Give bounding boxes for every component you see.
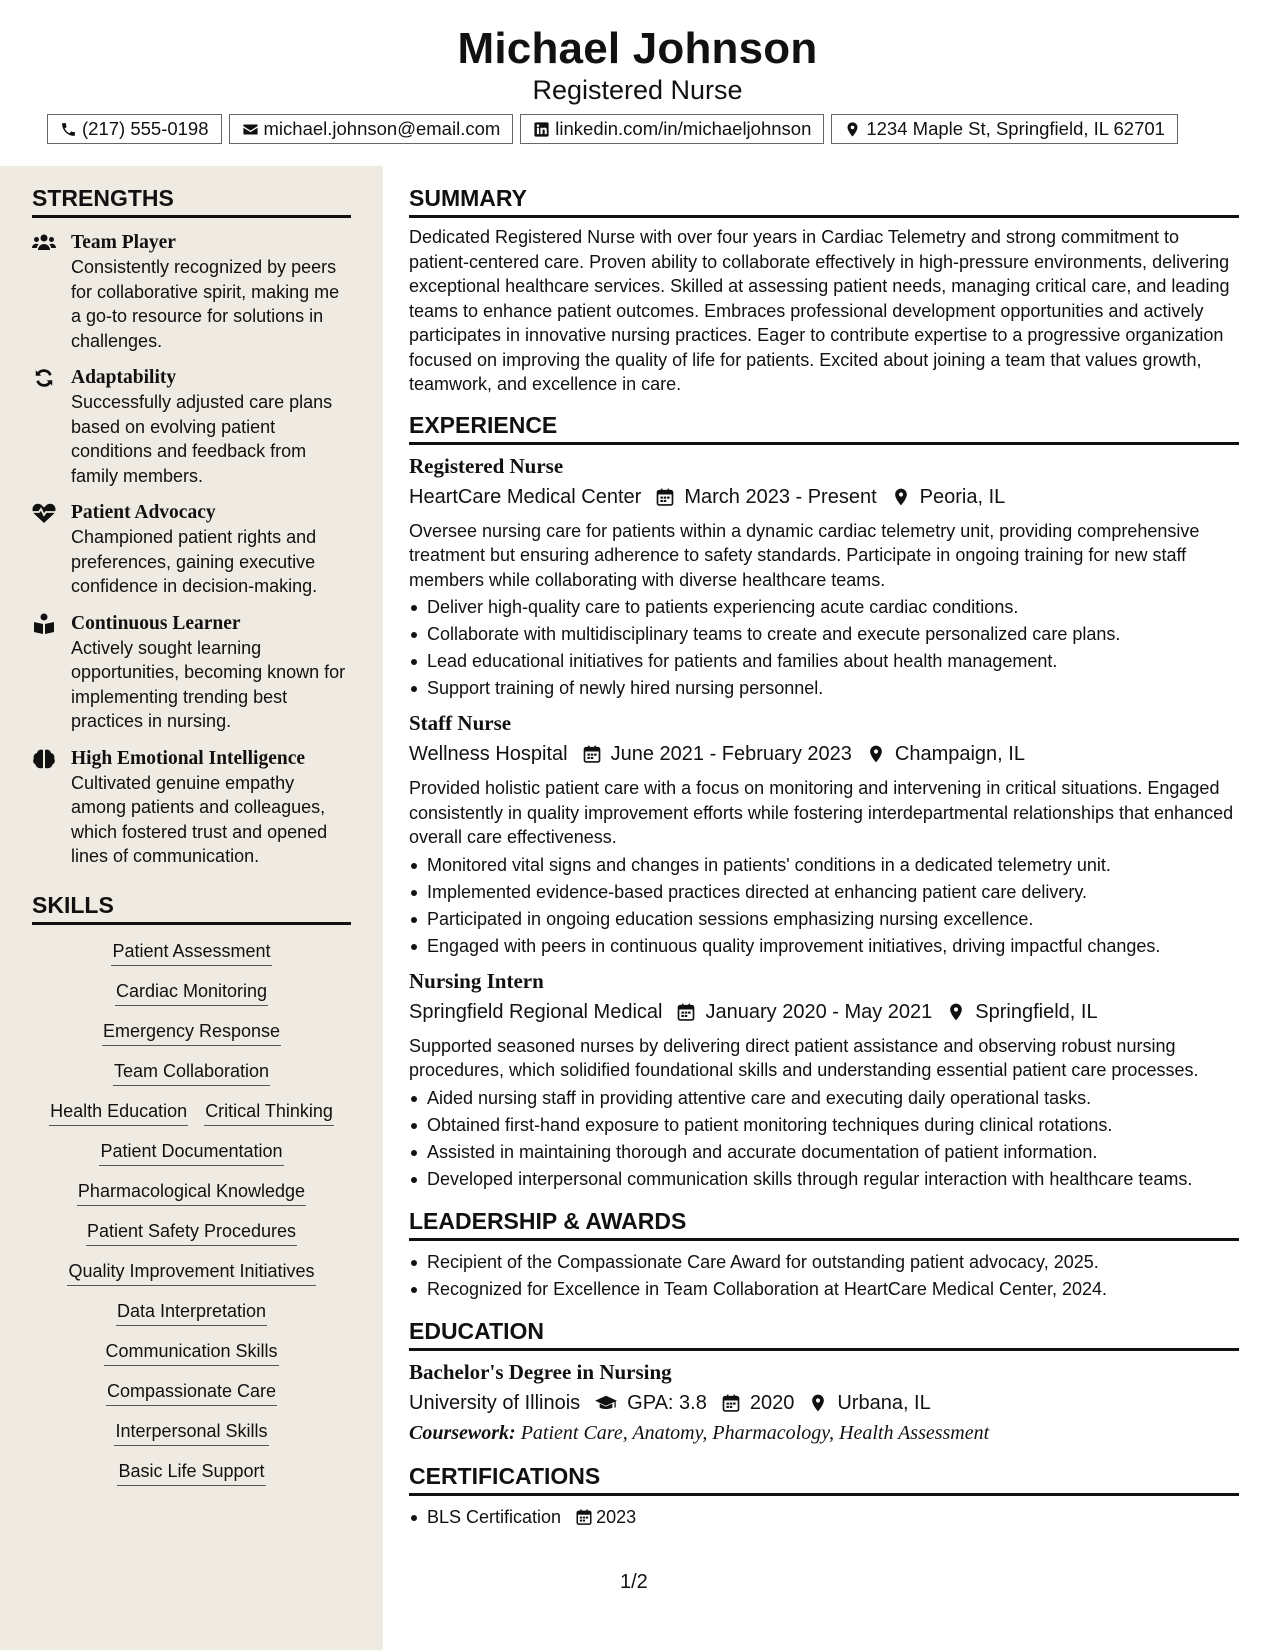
location-pin-icon [866, 744, 886, 764]
job-location-group [891, 482, 1006, 512]
degree-title: Bachelor's Degree in Nursing [409, 1359, 672, 1384]
job-dates-group [582, 739, 852, 769]
calendar-icon [721, 1393, 741, 1413]
calendar-icon [655, 487, 675, 507]
strength-desc: Actively sought learning opportunities, becoming known for implementing trending best practices in nursing. [71, 637, 346, 731]
contact-address [831, 114, 1178, 144]
list-item: Lead educational initiatives for patients and families about health management. [409, 648, 1239, 675]
gpa-value: GPA: 3.8 [627, 1391, 707, 1414]
cert-name: BLS Certification [427, 1506, 562, 1527]
cert-year: 2023 [596, 1506, 637, 1527]
skill-tag: Patient Assessment [111, 939, 271, 966]
strength-desc: Cultivated genuine empathy among patients and colleagues, which fostered trust and opened lines of communication. [71, 772, 328, 866]
calendar-icon [582, 744, 602, 764]
list-item: Recognized for Excellence in Team Collaboration at HeartCare Medical Center, 2024. [409, 1276, 1239, 1303]
job-company: Springfield Regional Medical [409, 1000, 663, 1023]
sidebar [0, 166, 383, 1650]
school-location-group [808, 1388, 930, 1418]
skill-tag: Team Collaboration [113, 1059, 270, 1086]
job-entry [409, 453, 1239, 703]
contact-linkedin-text: linkedin.com/in/michaeljohnson [555, 118, 812, 139]
job-bullets [409, 852, 1239, 960]
list-item: Participated in ongoing education sessions emphasizing nursing excellence. [409, 906, 1239, 933]
phone-icon [60, 121, 77, 138]
skill-tag: Compassionate Care [106, 1379, 277, 1406]
summary-section [409, 184, 1239, 397]
list-item: Support training of newly hired nursing personnel. [409, 675, 1239, 702]
strength-title: Adaptability [71, 367, 177, 388]
job-location: Champaign, IL [894, 743, 1025, 765]
list-item: Collaborate with multidisciplinary teams to create and execute personalized care plans. [409, 621, 1239, 648]
skills-list [32, 939, 351, 1486]
experience-section [409, 411, 1239, 1193]
brain-icon [32, 748, 56, 770]
list-item: Obtained first-hand exposure to patient monitoring techniques during clinical rotations. [409, 1112, 1239, 1139]
strength-desc: Championed patient rights and preferences, gaining executive confidence in decision-making. [71, 527, 318, 596]
job-location: Peoria, IL [919, 485, 1006, 508]
location-pin-icon [844, 121, 861, 138]
list-item: Recipient of the Compassionate Care Award for outstanding patient advocacy, 2025. [409, 1249, 1239, 1276]
certifications-list [409, 1504, 1239, 1531]
grad-year: 2020 [749, 1391, 795, 1414]
refresh-icon [32, 367, 56, 389]
strength-title: Continuous Learner [71, 612, 241, 634]
contact-bar [47, 114, 1178, 144]
heart-pulse-icon [32, 502, 56, 524]
experience-heading: EXPERIENCE [409, 411, 1239, 445]
list-item [409, 1504, 1239, 1531]
certifications-section [409, 1462, 1239, 1531]
strength-item [32, 230, 351, 353]
job-meta [409, 739, 1239, 769]
contact-linkedin[interactable] [520, 114, 824, 144]
leadership-section [409, 1207, 1239, 1303]
job-location: Springfield, IL [975, 1000, 1098, 1023]
coursework-list: Patient Care, Anatomy, Pharmacology, Health Assessment [520, 1421, 990, 1444]
skill-tag: Data Interpretation [116, 1299, 267, 1326]
job-entry [409, 710, 1239, 960]
strength-item [32, 365, 351, 488]
resume-header [0, 0, 1275, 166]
skill-tag: Interpersonal Skills [114, 1419, 268, 1446]
job-bullets [409, 594, 1239, 702]
job-title: Registered Nurse [409, 453, 564, 478]
contact-address-text: 1234 Maple St, Springfield, IL 62701 [866, 118, 1165, 139]
location-pin-icon [891, 487, 911, 507]
education-section [409, 1317, 1239, 1448]
calendar-icon [676, 1002, 696, 1022]
email-icon [242, 121, 259, 138]
strength-title: Team Player [71, 232, 176, 253]
strength-item [32, 746, 351, 869]
strength-desc: Consistently recognized by peers for collaborative spirit, making me a go-to resource for solutions in challenges. [71, 257, 340, 351]
coursework [409, 1418, 1239, 1448]
job-title: Nursing Intern [409, 968, 544, 993]
contact-email-text: michael.johnson@email.com [263, 118, 501, 139]
strength-item [32, 611, 351, 734]
certifications-heading: CERTIFICATIONS [409, 1462, 1239, 1496]
job-entry [409, 968, 1239, 1193]
list-item: Engaged with peers in continuous quality improvement initiatives, driving impactful changes. [409, 933, 1239, 960]
skill-tag: Patient Safety Procedures [86, 1219, 297, 1246]
contact-email[interactable] [229, 114, 514, 144]
skill-tag: Quality Improvement Initiatives [67, 1259, 315, 1286]
education-meta [409, 1388, 1239, 1418]
job-title: Staff Nurse [409, 711, 512, 735]
summary-text: Dedicated Registered Nurse with over four years in Cardiac Telemetry and strong commitment to patient-centered care. Proven ability to collaborate effectively in high-pressure environments, delivering exceptional healthcare services. Skilled at assessing patient needs, managing critical care, and leading teams to enhance patient outcomes. Embraces professional development opportunities and actively participates in innovative nursing practices. Eager to contribute expertise to a progressive organization focused on improving the quality of life for patients. Excited about joining a team that values growth, teamwork, and excellence in care. [409, 227, 1230, 394]
job-dates: June 2021 - February 2023 [610, 743, 852, 765]
coursework-label: Coursework: [409, 1421, 516, 1444]
leadership-heading: LEADERSHIP & AWARDS [409, 1207, 1239, 1241]
list-item: Deliver high-quality care to patients experiencing acute cardiac conditions. [409, 594, 1239, 621]
skill-tag: Health Education [49, 1099, 188, 1126]
skill-tag: Communication Skills [104, 1339, 278, 1366]
skill-tag: Pharmacological Knowledge [77, 1179, 306, 1206]
strength-title: Patient Advocacy [71, 502, 216, 523]
job-meta [409, 997, 1239, 1027]
education-heading: EDUCATION [409, 1317, 1239, 1351]
calendar-icon [575, 1508, 593, 1526]
strengths-heading: STRENGTHS [32, 184, 351, 218]
skills-heading: SKILLS [32, 891, 351, 925]
leadership-list [409, 1249, 1239, 1303]
strength-item [32, 500, 351, 599]
candidate-role: Registered Nurse [532, 75, 743, 105]
job-desc: Oversee nursing care for patients within a dynamic cardiac telemetry unit, providing comprehensive treatment but ensuring adherence to safety standards. Participate in ongoing training for new staff members while collaborating with diverse healthcare teams. [409, 520, 1200, 590]
list-item: Developed interpersonal communication skills through regular interaction with healthcare teams. [409, 1166, 1239, 1193]
location-pin-icon [946, 1002, 966, 1022]
skill-tag: Emergency Response [102, 1019, 281, 1046]
cert-row [427, 1504, 1239, 1531]
strength-title: High Emotional Intelligence [71, 747, 305, 769]
graduation-cap-icon [594, 1393, 618, 1413]
contact-phone[interactable] [47, 114, 222, 144]
job-company: HeartCare Medical Center [409, 485, 642, 508]
book-reader-icon [32, 613, 56, 635]
location-pin-icon [808, 1393, 828, 1413]
candidate-name: Michael Johnson [457, 24, 818, 73]
job-company: Wellness Hospital [409, 743, 568, 765]
skill-tag: Basic Life Support [117, 1459, 265, 1486]
job-dates-group [676, 997, 932, 1027]
strength-desc: Successfully adjusted care plans based on evolving patient conditions and feedback from family members. [71, 392, 333, 486]
linkedin-icon [533, 121, 550, 138]
grad-year-group [721, 1388, 795, 1418]
job-meta [409, 482, 1239, 512]
school-location: Urbana, IL [837, 1391, 931, 1414]
list-item: Assisted in maintaining thorough and accurate documentation of patient information. [409, 1139, 1239, 1166]
job-dates-group [655, 482, 876, 512]
gpa-group [594, 1388, 707, 1418]
list-item: Aided nursing staff in providing attentive care and executing daily operational tasks. [409, 1085, 1239, 1112]
contact-phone-text: (217) 555-0198 [82, 118, 209, 139]
list-item: Implemented evidence-based practices directed at enhancing patient care delivery. [409, 879, 1239, 906]
job-desc: Provided holistic patient care with a focus on monitoring and intervening in critical situations. Engaged consistently in quality improvement efforts while fostering interdepartmental relationships that enhanced overall care effectiveness. [409, 778, 1234, 847]
summary-heading: SUMMARY [409, 184, 1239, 218]
main-column [409, 166, 1239, 1531]
users-icon [32, 232, 56, 254]
school-name: University of Illinois [409, 1391, 581, 1414]
skill-tag: Critical Thinking [204, 1099, 334, 1126]
list-item: Monitored vital signs and changes in patients' conditions in a dedicated telemetry unit. [409, 852, 1239, 879]
page-number: 1/2 [620, 1571, 648, 1593]
skill-tag: Cardiac Monitoring [115, 979, 268, 1006]
skill-tag: Patient Documentation [99, 1139, 283, 1166]
job-bullets [409, 1085, 1239, 1193]
job-location-group [866, 739, 1025, 769]
job-location-group [946, 997, 1097, 1027]
job-desc: Supported seasoned nurses by delivering direct patient assistance and observing robust nursing procedures, which solidified foundational skills and understanding essential patient care processes. [409, 1035, 1199, 1080]
job-dates: March 2023 - Present [684, 485, 877, 508]
job-dates: January 2020 - May 2021 [705, 1000, 933, 1023]
